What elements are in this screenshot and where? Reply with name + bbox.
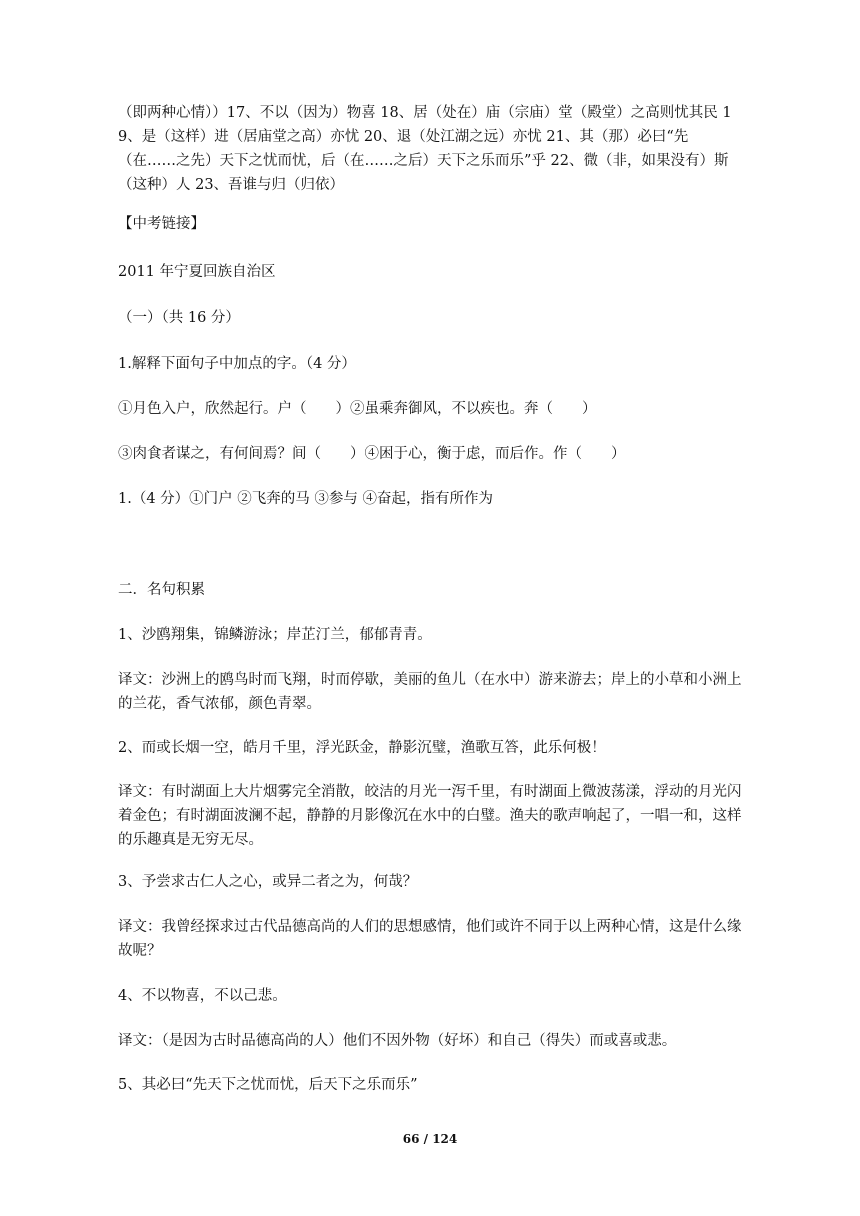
quote-2-translation: 译文：有时湖面上大片烟雾完全消散，皎洁的月光一泻千里，有时湖面上微波荡漾，浮动的月光闪着金色；有时湖面波澜不起，静静的月影像沉在水中的白璧。渔夫的歌声响起了，一唱一和，这样的乐趣真是无穷无尽。 [118,784,742,848]
quote-4-translation: 译文：（是因为古时品德高尚的人）他们不因外物（好坏）和自己（得失）而或喜或悲。 [118,1033,677,1049]
quote-3-translation: 译文：我曾经探求过古代品德高尚的人们的思想感情，他们或许不同于以上两种心情，这是什么缘故呢？ [118,919,742,959]
section-heading-quotes: 二．名句积累 [118,582,205,598]
page-number: 66 / 124 [402,1132,458,1146]
quote-2: 2、而或长烟一空，皓月千里，浮光跃金，静影沉璧，渔歌互答，此乐何极！ [118,740,606,756]
document-page [118,0,742,1216]
question-1: 1.解释下面句子中加点的字。（4 分） [118,356,356,372]
answer-paragraph: （即两种心情））17、不以（因为）物喜 18、居（处在）庙（宗庙）堂（殿堂）之高则忧其民 19、是（这样）进（居庙堂之高）亦忧 20、退（处江湖之远）亦忧 21、其（那）必曰“先（在……之先）天下之忧而忧，后（在……之后）天下之乐而乐”乎 22、微（非，如果没有）斯（这种）人 23、吾谁与归（归依） [118,105,732,193]
question-1-answer: 1.（4 分）①门户 ②飞奔的马 ③参与 ④奋起，指有所作为 [118,491,493,507]
quote-1-translation: 译文：沙洲上的鸥鸟时而飞翔，时而停歇，美丽的鱼儿（在水中）游来游去；岸上的小草和小洲上的兰花，香气浓郁，颜色青翠。 [118,672,742,712]
quote-5: 5、其必曰“先天下之忧而忧，后天下之乐而乐” [118,1077,418,1093]
quote-4: 4、不以物喜，不以己悲。 [118,988,287,1004]
question-1-items-a: ①月色入户，欣然起行。户（ ）②虽乘奔御风，不以疾也。奔（ ） [118,401,597,417]
quote-1: 1、沙鸥翔集，锦鳞游泳；岸芷汀兰，郁郁青青。 [118,627,432,643]
question-1-items-b: ③肉食者谋之，有何间焉？间（ ）④困于心，衡于虑，而后作。作（ ） [118,446,626,462]
part-header: （一）（共 16 分） [118,310,240,326]
section-heading-exam-link: 【中考链接】 [118,216,205,232]
quote-3: 3、予尝求古仁人之心，或异二者之为，何哉？ [118,874,418,890]
exam-region-line: 2011 年宁夏回族自治区 [118,264,276,280]
